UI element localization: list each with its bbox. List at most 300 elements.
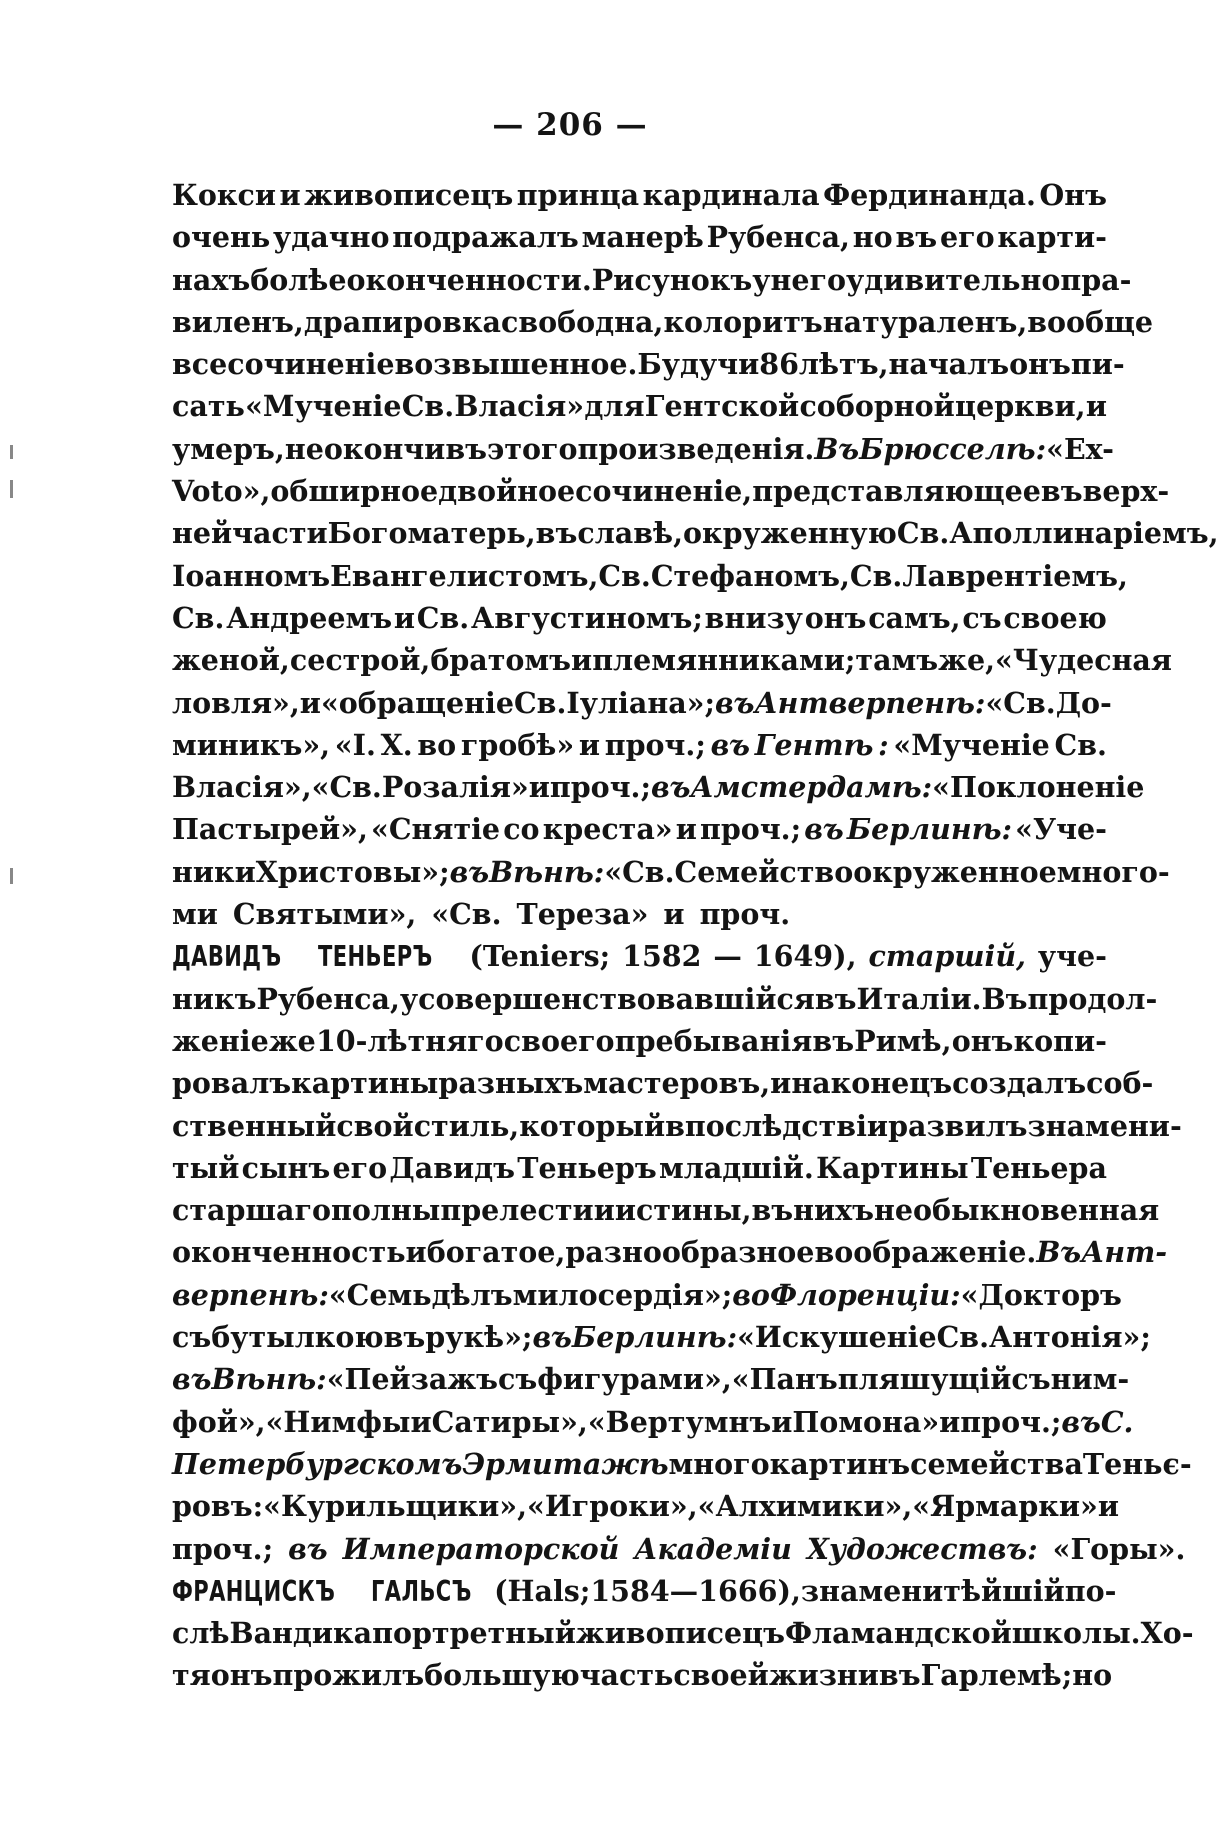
word: Св. <box>849 558 903 593</box>
word: Римѣ, <box>854 1023 952 1058</box>
word: Въ <box>814 431 860 466</box>
word: Семейство <box>674 854 854 889</box>
word: началъ <box>888 347 1010 382</box>
text-line <box>172 851 1170 893</box>
word: Христовы»; <box>255 854 450 889</box>
text-line <box>172 1612 1194 1654</box>
word: Гентской <box>644 389 800 424</box>
word: верпенѣ: <box>172 1277 329 1312</box>
word: Брюсселѣ: <box>859 431 1047 466</box>
word: братомъ <box>430 643 572 678</box>
word: въ <box>172 1362 212 1397</box>
word: «Горы». <box>1052 1531 1186 1566</box>
word: съ <box>497 1362 538 1397</box>
word: въ <box>751 1193 794 1228</box>
word: съ <box>172 1320 212 1355</box>
word: въ <box>812 1023 855 1058</box>
text-line <box>172 1654 1113 1696</box>
word: — <box>713 939 742 974</box>
word: , <box>653 304 664 339</box>
word: нахъ <box>172 262 251 297</box>
word: стиль, <box>413 1108 520 1143</box>
word: онъ <box>804 600 867 635</box>
word: жизни <box>768 1658 879 1693</box>
text-line <box>172 935 1107 977</box>
word: Власія», <box>172 770 312 805</box>
word: Императорской <box>342 1531 620 1566</box>
word: прожилъ <box>272 1658 425 1693</box>
word: внизу <box>704 600 803 635</box>
word: «Нимфы <box>265 1404 411 1439</box>
word: этого <box>486 431 578 466</box>
text-line <box>172 174 1107 216</box>
word: племянниками; <box>592 643 856 678</box>
word: манерѣ <box>581 220 704 255</box>
word: и <box>771 1404 793 1439</box>
word: же <box>268 1023 316 1058</box>
word: Эрмитажѣ <box>462 1446 669 1481</box>
text-line <box>172 343 1125 385</box>
word: и <box>663 897 685 932</box>
word: Помона» <box>792 1404 940 1439</box>
word: большую <box>424 1658 580 1693</box>
text-line <box>172 428 1114 470</box>
word: «І. <box>334 727 376 762</box>
word: Св. <box>513 685 567 720</box>
word: прелести <box>440 1193 594 1228</box>
word: Іоанномъ <box>172 558 331 593</box>
word: Теньє- <box>1082 1446 1192 1481</box>
word: копи- <box>1013 1023 1107 1058</box>
word: окруженное <box>853 854 1057 889</box>
word: и <box>770 1066 792 1101</box>
word: знаменитѣйшій <box>800 1573 1065 1608</box>
word: Св. <box>172 600 225 635</box>
word: — <box>669 1573 699 1608</box>
word: въ <box>1040 474 1083 509</box>
word: Аполлинаріемъ, <box>949 516 1219 551</box>
word: самъ, <box>868 600 961 635</box>
word: тый <box>172 1150 240 1185</box>
word: Св. <box>401 389 455 424</box>
word: дѣлъ <box>431 1277 513 1312</box>
text-line <box>172 1316 1151 1358</box>
word: До- <box>1055 685 1112 720</box>
word: «Св. <box>311 770 382 805</box>
word: Италіи. <box>856 981 982 1016</box>
word: его <box>939 220 995 255</box>
word: Картины <box>816 1150 969 1185</box>
word: и <box>405 1235 427 1270</box>
word: кардинала <box>642 178 820 212</box>
word: и <box>1097 1489 1119 1524</box>
word: продол- <box>1027 981 1158 1016</box>
word: пи- <box>1070 347 1125 382</box>
word: «Искушеніе <box>737 1320 937 1355</box>
word: 86 <box>759 347 799 382</box>
word: ровалъ <box>172 1066 292 1101</box>
text-line <box>172 1274 1122 1316</box>
text-line <box>172 1231 1168 1273</box>
word: «Ярмарки» <box>912 1489 1098 1524</box>
word: «Мученіе <box>245 389 402 424</box>
word: окончивъ <box>323 431 487 466</box>
word: Евангелистомъ, <box>330 558 599 593</box>
word: и <box>578 727 601 762</box>
word: ТЕНЬЕРЪ <box>317 940 433 974</box>
word: сочиненіе, <box>575 474 753 509</box>
word: 10-лѣтняго <box>315 1023 504 1058</box>
word: Теньера <box>970 1150 1107 1185</box>
word: Августиномъ; <box>471 600 703 635</box>
word: принца <box>516 178 640 212</box>
text-line <box>172 1401 1134 1443</box>
word: нихъ <box>793 1193 875 1228</box>
word: славѣ, <box>577 516 684 551</box>
word: ней <box>172 516 233 551</box>
word: тамъ <box>855 643 939 678</box>
word: Гентѣ <box>754 727 874 762</box>
word: картины <box>291 1066 439 1101</box>
margin-speck <box>10 868 13 884</box>
text-line <box>172 301 1154 343</box>
word: воображеніе. <box>814 1235 1037 1270</box>
text-line <box>172 216 1107 258</box>
word: въ <box>288 1531 328 1566</box>
text-line <box>172 1528 1186 1570</box>
word: Вѣнѣ: <box>489 854 605 889</box>
word: «Ex- <box>1046 431 1114 466</box>
word: «Пейзажъ <box>326 1362 498 1397</box>
word: Св. <box>598 558 651 593</box>
text-line <box>172 893 1107 935</box>
word: его <box>332 1150 388 1185</box>
word: Розалія» <box>381 770 529 805</box>
word: Амстердамѣ: <box>690 770 933 805</box>
word: Богоматерь, <box>327 516 536 551</box>
word: Флоренціи: <box>769 1277 961 1312</box>
word: Власія» <box>454 389 585 424</box>
text-line <box>172 1189 1160 1231</box>
word: никъ <box>172 981 257 1016</box>
word: семейства <box>910 1446 1083 1481</box>
word: обширное <box>270 474 439 509</box>
word: ГАЛЬСЪ <box>371 1574 472 1608</box>
word: проч. <box>699 897 791 932</box>
word: съ <box>962 600 1002 635</box>
word: Ант- <box>1081 1235 1168 1270</box>
word: проч.; <box>604 727 706 762</box>
word: тя <box>172 1658 211 1693</box>
word: въ <box>804 812 844 847</box>
word: истины, <box>614 1193 752 1228</box>
word: богатое, <box>426 1235 566 1270</box>
word: старшій, <box>868 939 1026 974</box>
word: развилъ <box>888 1108 1028 1143</box>
word: онъ <box>951 1023 1014 1058</box>
word: «Семь <box>328 1277 432 1312</box>
word: болѣе <box>250 262 347 297</box>
word: Петербургскомъ <box>172 1446 463 1481</box>
word: проч.; <box>172 1531 274 1566</box>
text-line <box>172 766 1145 808</box>
word: (Teniers; <box>469 939 611 974</box>
text-line <box>172 1443 1192 1485</box>
word: во <box>417 727 457 762</box>
word: который <box>519 1108 666 1143</box>
body-text <box>172 174 1219 1697</box>
word: свободна <box>501 304 654 339</box>
word: Антонія»; <box>989 1320 1151 1355</box>
word: натураленъ, <box>822 304 1028 339</box>
word: въ <box>532 1320 572 1355</box>
text-line <box>172 555 1128 597</box>
word: Пастырей», <box>172 812 368 847</box>
text-line <box>172 724 1107 766</box>
word: рукѣ»; <box>425 1320 533 1355</box>
word: очень <box>172 220 271 255</box>
word: младшій. <box>658 1150 814 1185</box>
word: ДАВИДЪ <box>172 940 282 974</box>
word: необыкновенная <box>874 1193 1160 1228</box>
word: и <box>299 685 321 720</box>
text-line <box>172 1020 1107 1062</box>
word: онъ <box>1009 347 1071 382</box>
word: и <box>279 178 301 212</box>
text-line <box>172 259 1132 301</box>
word: старшаго <box>172 1193 331 1228</box>
word: «Вертумнъ <box>587 1404 772 1439</box>
word: въ <box>1061 1404 1101 1439</box>
word: Вѣнѣ: <box>211 1362 327 1397</box>
word: «Снятіе <box>371 812 501 847</box>
word: Берлинѣ: <box>571 1320 738 1355</box>
word: милосердія»; <box>512 1277 733 1312</box>
word: фигурами», <box>537 1362 732 1397</box>
word: наконецъ <box>791 1066 953 1101</box>
text-line <box>172 1105 1182 1147</box>
word: уче- <box>1037 939 1107 974</box>
word: проч.; <box>700 812 802 847</box>
word: части <box>232 516 328 551</box>
word: Въ <box>1036 1235 1082 1270</box>
word: Фламандской <box>785 1616 1012 1651</box>
word: Художествъ: <box>806 1531 1038 1566</box>
word: слѣ <box>172 1616 230 1651</box>
word: полны <box>330 1193 441 1228</box>
word: оконченности. <box>346 262 592 297</box>
word: Академіи <box>634 1531 792 1566</box>
text-line <box>172 808 1107 850</box>
word: сочиненіе <box>227 347 395 382</box>
word: 1582 <box>622 939 702 974</box>
word: ственный <box>172 1108 337 1143</box>
word: произведенія. <box>577 431 815 466</box>
word: Фердинанда. <box>823 178 1036 212</box>
word: усовершенствовавшійся <box>399 981 815 1016</box>
word: Андреемъ <box>226 600 393 635</box>
word: С. <box>1100 1404 1134 1439</box>
word: Voto», <box>172 474 271 509</box>
word: Рубенса, <box>706 220 850 255</box>
word: же, <box>938 643 996 678</box>
word: проч.; <box>549 770 651 805</box>
word: въ <box>710 727 751 762</box>
text-line <box>172 682 1112 724</box>
word: и <box>593 1193 615 1228</box>
word: Стефаномъ, <box>650 558 850 593</box>
word: драпировка <box>303 304 501 339</box>
word: двойное <box>438 474 576 509</box>
word: : <box>878 727 889 762</box>
word: удачно <box>273 220 390 255</box>
text-line <box>172 512 1219 554</box>
text-line <box>172 1062 1154 1104</box>
text-line <box>172 1147 1107 1189</box>
word: сать <box>172 389 245 424</box>
word: Гарлемѣ; <box>920 1658 1073 1693</box>
word: бутылкою <box>211 1320 384 1355</box>
word: картинъ <box>769 1446 911 1481</box>
word: часть <box>579 1658 674 1693</box>
word: 1584 <box>590 1573 670 1608</box>
word: своею <box>1003 600 1107 635</box>
word: «обращеніе <box>320 685 514 720</box>
word: впослѣдствіи <box>665 1108 889 1143</box>
word: Будучи <box>637 347 760 382</box>
word: «Мученіе <box>893 727 1050 762</box>
word: Рисунокъ <box>591 262 753 297</box>
word: Рубенса, <box>256 981 400 1016</box>
word: удивительно <box>845 262 1061 297</box>
word: много- <box>1056 854 1170 889</box>
word: 1666), <box>698 1573 801 1608</box>
word: «Докторъ <box>960 1277 1122 1312</box>
word: женіе <box>172 1023 269 1058</box>
word: въ <box>895 220 938 255</box>
word: разнообразное <box>565 1235 815 1270</box>
word: «Поклоненіе <box>932 770 1145 805</box>
word: женой, <box>172 643 290 678</box>
word: окруженную <box>683 516 897 551</box>
word: Давидъ <box>389 1150 515 1185</box>
text-line <box>172 1570 1117 1612</box>
word: въ <box>878 1658 921 1693</box>
word: карти- <box>997 220 1107 255</box>
word: и <box>571 643 593 678</box>
word: Св. <box>416 600 470 635</box>
word: фой», <box>172 1404 266 1439</box>
word: Тереза» <box>516 897 649 932</box>
word: подражалъ <box>392 220 579 255</box>
word: возвышенное. <box>394 347 638 382</box>
text-line <box>172 978 1158 1020</box>
word: въ <box>449 854 490 889</box>
word: ним- <box>1050 1362 1130 1397</box>
word: и <box>528 770 550 805</box>
word: «Св. <box>431 897 502 932</box>
word: креста» <box>542 812 673 847</box>
word: мастеровъ, <box>583 1066 771 1101</box>
word: своей <box>673 1658 769 1693</box>
text-line <box>172 639 1172 681</box>
word: «Св. <box>985 685 1056 720</box>
word: и <box>410 1404 432 1439</box>
word: (Hals; <box>494 1573 591 1608</box>
word: «Курильщики», <box>263 1489 528 1524</box>
word: для <box>584 389 645 424</box>
word: Святыми», <box>232 897 417 932</box>
word: своего <box>503 1023 615 1058</box>
word: «Св. <box>604 854 675 889</box>
word: сестрой, <box>289 643 431 678</box>
word: онъ <box>210 1658 273 1693</box>
word: лѣтъ, <box>798 347 889 382</box>
word: Въ <box>981 981 1028 1016</box>
word: миникъ», <box>172 727 331 762</box>
word: въ <box>814 981 857 1016</box>
word: все <box>172 347 228 382</box>
word: Онъ <box>1039 178 1107 212</box>
word: живописецъ <box>304 178 514 212</box>
word: создалъ <box>952 1066 1087 1101</box>
word: вообще <box>1027 304 1154 339</box>
margin-speck <box>10 445 13 459</box>
word: со <box>503 812 540 847</box>
word: ловля», <box>172 685 300 720</box>
text-line <box>172 597 1107 639</box>
word: ники <box>172 854 256 889</box>
word: Хо- <box>1140 1616 1194 1651</box>
word: и <box>393 600 416 635</box>
page-number: — 206 — <box>492 107 648 143</box>
word: соборной <box>799 389 955 424</box>
word: но <box>852 220 893 255</box>
text-line <box>172 470 1170 512</box>
word: сынъ <box>241 1150 331 1185</box>
word: во <box>732 1277 770 1312</box>
word: школы. <box>1011 1616 1141 1651</box>
word: «Уче- <box>1015 812 1107 847</box>
word: «Алхимики», <box>697 1489 913 1524</box>
word: Теньеръ <box>517 1150 657 1185</box>
word: Св. <box>896 516 950 551</box>
word: пляшущій <box>837 1362 1012 1397</box>
word: разныхъ <box>438 1066 584 1101</box>
word: Лаврентіемъ, <box>902 558 1128 593</box>
word: знамени- <box>1027 1108 1182 1143</box>
word: ФРАНЦИСКЪ <box>172 1574 336 1608</box>
word: пра- <box>1060 262 1132 297</box>
word: портретный <box>372 1616 576 1651</box>
word: по- <box>1064 1573 1117 1608</box>
word: въ <box>535 516 578 551</box>
word: проч.; <box>960 1404 1062 1439</box>
word: умеръ, <box>172 431 285 466</box>
word: въ <box>383 1320 426 1355</box>
word: Антверпенѣ: <box>754 685 986 720</box>
word: ровъ: <box>172 1489 264 1524</box>
word: въ <box>715 685 755 720</box>
word: много <box>668 1446 770 1481</box>
word: но <box>1072 1658 1113 1693</box>
word: «Панъ <box>731 1362 838 1397</box>
word: Х. <box>380 727 413 762</box>
text-line <box>172 1485 1119 1527</box>
word: представляющее <box>752 474 1041 509</box>
word: церкви, <box>955 389 1086 424</box>
word: Сатиры», <box>431 1404 588 1439</box>
